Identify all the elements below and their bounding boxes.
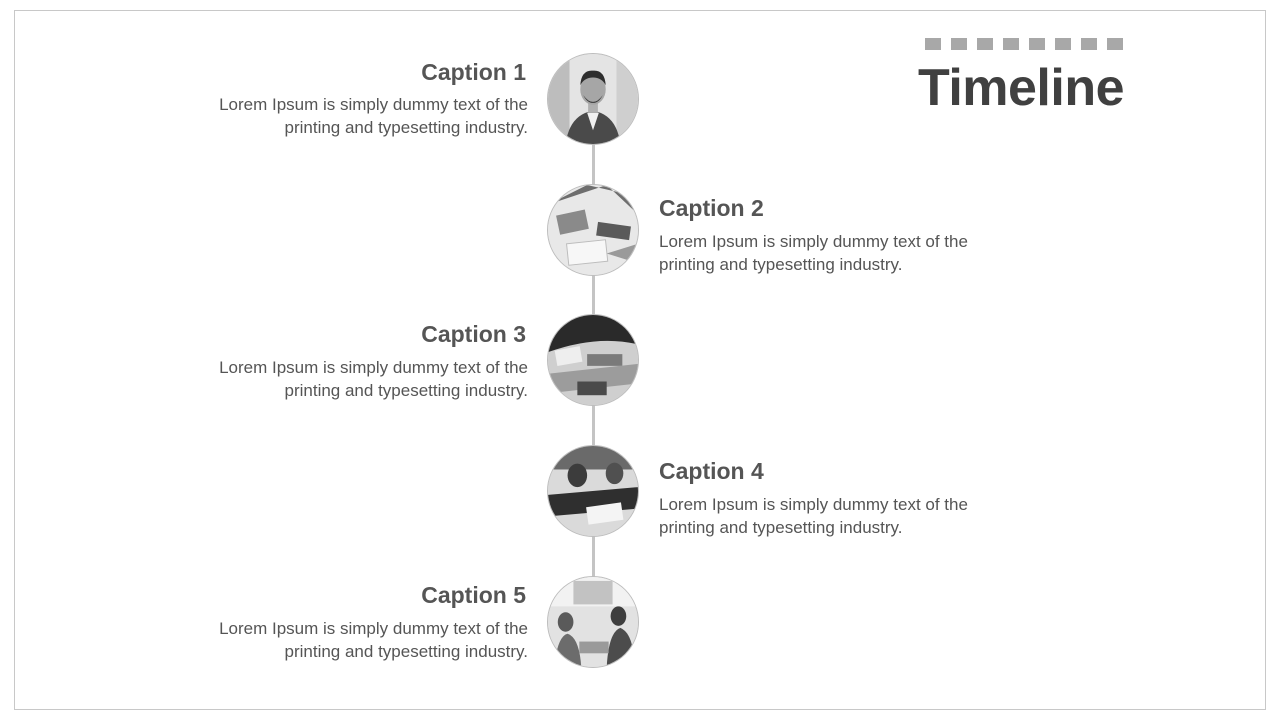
desk-papers-photo-icon bbox=[548, 185, 638, 275]
square-icon bbox=[1107, 38, 1123, 50]
square-icon bbox=[977, 38, 993, 50]
caption-1-text: Lorem Ipsum is simply dummy text of the printing and typesetting industry. bbox=[219, 95, 528, 137]
timeline-photo-4 bbox=[547, 445, 639, 537]
square-icon bbox=[1003, 38, 1019, 50]
square-icon bbox=[951, 38, 967, 50]
person-photo-icon bbox=[548, 54, 638, 144]
caption-5-title: Caption 5 bbox=[421, 582, 526, 608]
square-icon bbox=[1081, 38, 1097, 50]
decorative-squares bbox=[925, 38, 1123, 50]
square-icon bbox=[1029, 38, 1045, 50]
caption-4-text: Lorem Ipsum is simply dummy text of the printing and typesetting industry. bbox=[659, 495, 968, 537]
caption-2-title: Caption 2 bbox=[659, 195, 764, 221]
caption-3-text: Lorem Ipsum is simply dummy text of the printing and typesetting industry. bbox=[219, 358, 528, 400]
caption-3-title: Caption 3 bbox=[421, 321, 526, 347]
caption-4-title: Caption 4 bbox=[659, 458, 764, 484]
timeline-photo-3 bbox=[547, 314, 639, 406]
caption-2-text: Lorem Ipsum is simply dummy text of the printing and typesetting industry. bbox=[659, 232, 968, 274]
office-desk-photo-icon bbox=[548, 315, 638, 405]
square-icon bbox=[1055, 38, 1071, 50]
timeline-photo-5 bbox=[547, 576, 639, 668]
team-office-photo-icon bbox=[548, 577, 638, 667]
timeline-photo-2 bbox=[547, 184, 639, 276]
slide-title: Timeline bbox=[918, 59, 1125, 117]
caption-1-title: Caption 1 bbox=[421, 59, 526, 85]
square-icon bbox=[925, 38, 941, 50]
caption-5-text: Lorem Ipsum is simply dummy text of the printing and typesetting industry. bbox=[219, 619, 528, 661]
timeline-photo-1 bbox=[547, 53, 639, 145]
meeting-photo-icon bbox=[548, 446, 638, 536]
